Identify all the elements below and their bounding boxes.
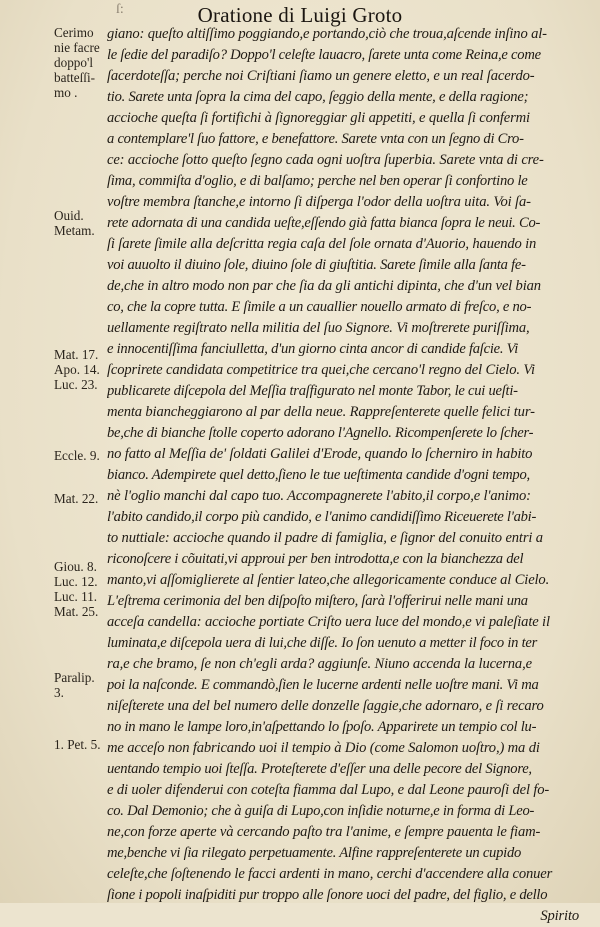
text-line: acceſa candella: accioche portiate Criſto uera luce del mondo,e vi paleſiate il [107, 614, 550, 630]
text-line: a contemplare'l ſuo fattore, e benefattore. Sarete vnta con un ſegno di Cro- [107, 131, 524, 147]
margin-note-john-luke: Giou. 8. Luc. 12. Luc. 11. Mat. 25. [54, 559, 99, 619]
text-line: me,benche vi ſia rilegato perpetuamente. Alfine rappreſenterete un cupido [107, 845, 522, 861]
text-line: no in mano le lampe loro,in'aſpettando lo ſpoſo. Apparirete un tempio col lu- [107, 719, 537, 735]
text-line: to nuttiale: accioche quando il padre di famiglia, e ſignor del conuito entri a [107, 530, 543, 546]
text-line: poi la naſconde. E commandò,ſien le lucerne ardenti nelle uoſtre mani. Vi ma [107, 677, 539, 693]
text-line: no fatto al Meſſia de' ſoldati Galilei d'Erode, quando lo ſcherniro in habito [107, 446, 533, 462]
text-line: ce: accioche ſotto queſto ſegno cada ogni uoſtra ſuperbia. Sarete vnta di cre- [107, 152, 544, 168]
text-line: riconoſcere i cõuitati,vi approui per ben introdotta,e con la bianchezza del [107, 551, 524, 567]
text-line: ſcoprirete candidata competitrice tra quei,che cercano'l regno del Cielo. Vi [107, 362, 535, 378]
text-line: menta biancheggiarono al par della neue. Rappreſenterete quelle felici tur- [107, 404, 535, 420]
text-line: de,che in altro modo non par che ſia da gli antichi dipinta, che d'un vel bian [107, 278, 541, 294]
text-line: co, che la copre tutta. E ſimile a un cauallier nouello armato di freſco, e no- [107, 299, 532, 315]
text-line: Spirito [540, 908, 579, 924]
text-line: l'abito candido,il corpo più candido, e l'animo candidiſſimo Riceuerete l'abi- [107, 509, 537, 525]
text-line: voſtre membra ſtanche,e intorno ſi diſperga l'odor della uoſtra uita. Voi ſa- [107, 194, 531, 210]
text-line: le ſedie del paradiſo? Doppo'l celeſte lauacro, ſarete unta come Reina,e come [107, 47, 541, 63]
printer-corner-mark: ſ: [116, 2, 124, 17]
text-line: tio. Sarete unta ſopra la cima del capo, ſeggio della mente, e della ragione; [107, 89, 529, 105]
text-line: be,che di bianche ſtolle coperto adorano l'Agnello. Ricompenſerete lo ſcher- [107, 425, 534, 441]
text-line: ſi ſarete ſimile alla deſcritta regia caſa del ſole ornata d'Auorio, hauendo in [107, 236, 537, 252]
text-line: bianco. Adempirete quel detto,ſieno le tue ueſtimenta candide d'ogni tempo, [107, 467, 530, 483]
margin-note-matthew-22: Mat. 22. [54, 491, 99, 506]
text-line: giano: queſto altiſſimo poggiando,e portando,ciò che troua,aſcende inſino al- [107, 26, 547, 42]
text-line: nè l'oglio manchi dal capo tuo. Accompagnerete l'abito,il corpo,e l'animo: [107, 488, 531, 504]
margin-note-ecclesiastes: Eccle. 9. [54, 448, 100, 463]
text-line: ſione i popoli inaſpiditi pur troppo alle ſonore uoci del padre, del figlio, e dello [107, 887, 548, 903]
text-line: co. Dal Demonio; che à guiſa di Lupo,con inſidie noturne,e in forma di Leo- [107, 803, 535, 819]
text-line: publicarete diſcepola del Meſſia traſfigurato nel monte Tabor, le cui ueſti- [107, 383, 518, 399]
margin-note-ovid: Ouid. Metam. [54, 208, 95, 238]
text-line: accioche queſta ſi fortifichi à ſignoreggiar gli appetiti, e quella ſi confermi [107, 110, 530, 126]
text-line: me acceſo non fabricando uoi il tempio à Dio (come Salomon uoſtro,) ma di [107, 740, 540, 756]
text-line: ne,con forze aperte và cercando paſto tra l'anime, e ſempre pauenta le fiam- [107, 824, 541, 840]
margin-note-1-peter: 1. Pet. 5. [54, 737, 101, 752]
text-line: e di uoler difenderui con coteſta fiamma dal Lupo, e dal Leone pauroſi del fo- [107, 782, 550, 798]
text-line: rete adornata di una candida ueſte,eſſendo già fatta bianca ſopra le neui. Co- [107, 215, 541, 231]
text-line: luminata,e diſcepola uera di lui,che diſſe. Io ſon uenuto a metter il foco in ter [107, 635, 538, 651]
text-line: niſeſterete una del bel numero delle donzelle ſaggie,che adornaro, e ſi recaro [107, 698, 544, 714]
text-line: uentando tempio uoi ſteſſa. Proteſterete d'eſſer una delle pecore del Signore, [107, 761, 532, 777]
text-line: ſacerdoteſſa; perche noi Criſtiani ſiamo un genere eletto, e un real ſacerdo- [107, 68, 535, 84]
text-line: ſima, commiſta d'oglio, e di balſamo; perche nel ben operar ſi confortino le [107, 173, 528, 189]
text-line: ra,e che bramo, ſe non ch'egli arda? aggiunſe. Niuno accenda la lucerna,e [107, 656, 532, 672]
margin-note-cerimonie: Cerimo nie facre doppo'l batteſſi- mo . [54, 25, 100, 100]
margin-note-matthew-17: Mat. 17. Apo. 14. Luc. 23. [54, 347, 100, 392]
page-title: Oratione di Luigi Groto [197, 3, 403, 27]
text-line: voi auuolto il diuino ſole, diuino ſole di giuſtitia. Sarete ſimile alla ſanta fe- [107, 257, 526, 273]
main-text-block [107, 24, 591, 927]
text-line: celeſte,che ſoſtenendo le facci ardenti in mano, cerchi d'accendere alla conuer [107, 866, 553, 882]
margin-note-paralipomenon: Paralip. 3. [54, 670, 95, 700]
text-line: manto,vi aſſomiglierete al ſentier lateo,che allegoricamente conduce al Cielo. [107, 572, 550, 588]
text-line: L'eſtrema cerimonia del ben diſpoſto miſtero, ſarà l'offerirui nelle mani una [107, 593, 528, 609]
text-line: uellamente regiſtrato nella militia del ſuo Signore. Vi moſtrerete puriſſima, [107, 320, 530, 336]
text-line: e innocentiſſima fanciulletta, d'un giorno cinta ancor di candide faſcie. Vi [107, 341, 519, 357]
